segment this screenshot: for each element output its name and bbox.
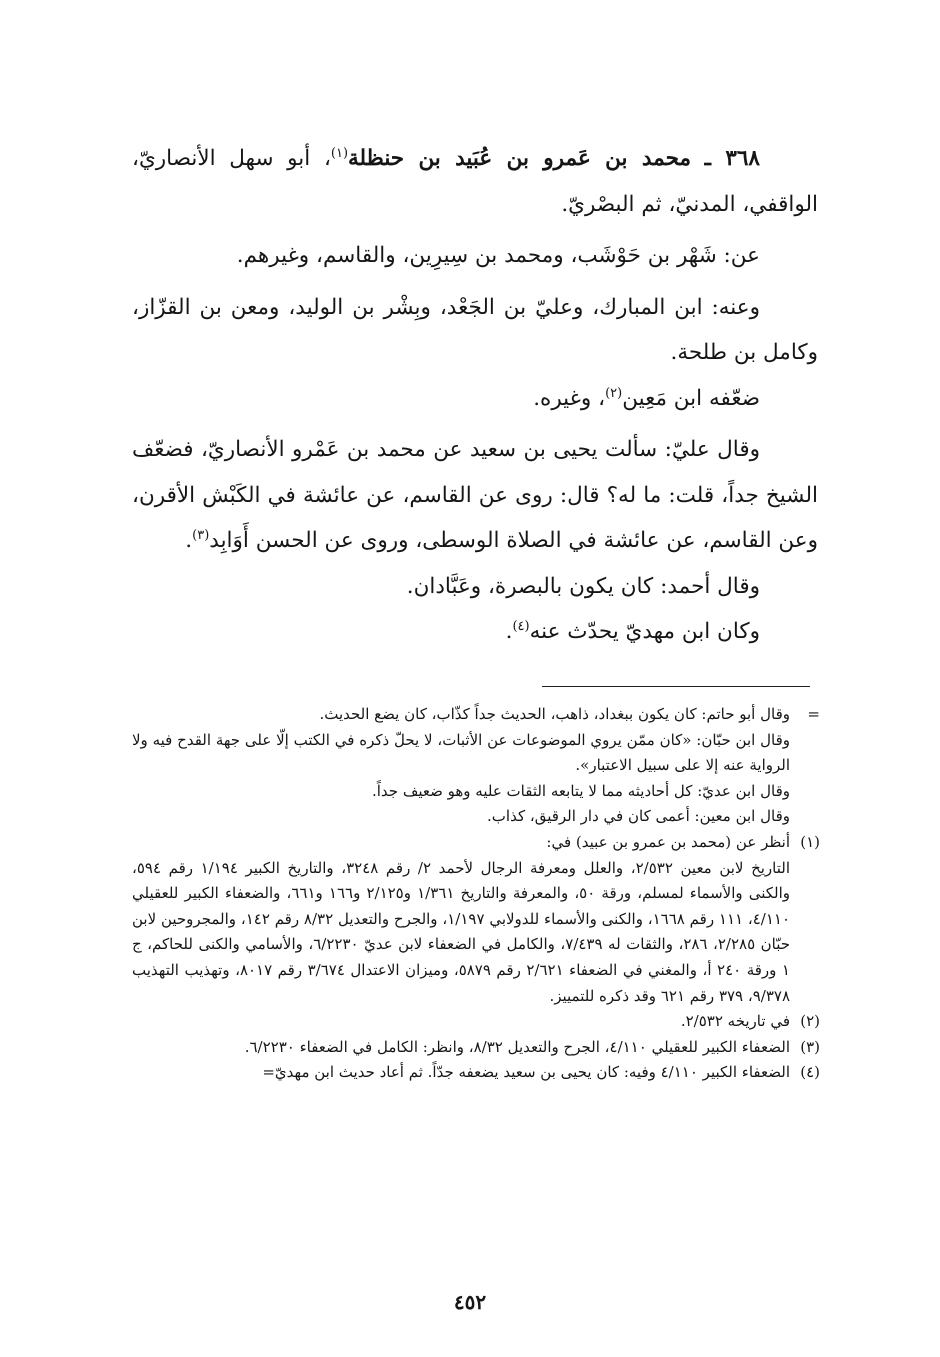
continuation-line: وقال أبو حاتم: كان يكون ببغداد، ذاهب، الحديث جداً كذّاب، كان يضع الحديث.: [319, 705, 790, 723]
continuation-line: وقال ابن عديّ: كل أحاديثه مما لا يتابعه الثقات عليه وهو ضعيف جداً.: [371, 781, 790, 800]
footnote-ref-4: (٤): [512, 618, 530, 634]
entry-body: [132, 136, 818, 655]
ali-quote-end: .: [185, 528, 193, 553]
entry-name-rest: ، أبو سهل الأنصاريّ، الواقفي، المدنيّ، ثم البصْريّ.: [132, 146, 818, 217]
footnote-3: [132, 1035, 820, 1061]
mahdi-text: وكان ابن مهديّ يحدّث عنه: [529, 619, 760, 644]
footnote-separator: [542, 686, 810, 687]
entry-number: ٣٦٨ ـ: [704, 146, 760, 171]
entry-from: عن: شَهْر بن حَوْشَب، ومحمد بن سِيرِين، والقاسم، وغيرهم.: [236, 243, 760, 268]
page-number: ٤٥٢: [453, 1290, 487, 1314]
footnote-text: في تاريخه ٢/٥٣٢.: [680, 1012, 790, 1031]
footnote-sources: التاريخ لابن معين ٢/٥٣٢، والعلل ومعرفة الرجال لأحمد ٢/ رقم ٣٢٤٨، والتاريخ الكبير ١/١٩٤ رقم ٥٩٤، والكنى والأسماء لمسلم، ورقة ٥٠، والمعرفة والتاريخ ١/٣٦١ و٢/١٢٥ و١٦٦ و٦٦١، والضعفاء الكبير للعقيلي ٤/١١٠، ١١١ رقم ١٦٦٨، والكنى والأسماء للدولابي ١/١٩٧، والجرح والتعديل ٨/٣٢ رقم ١٤٢، والمجروحين لابن حبّان ٢/٢٨٥، ٢٨٦، والثقات له ٧/٤٣٩، والكامل في الضعفاء لابن عديّ ٦/٢٢٣٠، والأسامي والكنى للحاكم، ج ١ ورقة ٢٤٠ أ، والمغني في الضعفاء ٢/٦٢١ رقم ٥٨٧٩، وميزان الاعتدال ٣/٦٧٤ رقم ٨٠١٧، وتهذيب التهذيب ٩/٣٧٨، ٣٧٩ رقم ٦٢١ وقد ذكره للتمييز.: [132, 858, 791, 1005]
footnote-text: الضعفاء الكبير ٤/١١٠ وفيه: كان يحيى بن سعيد يضعفه جدّاً. ثم أعاد حديث ابن مهديّ=: [262, 1063, 790, 1082]
footnote-marker: (١): [800, 832, 820, 851]
footnote-text: الضعفاء الكبير للعقيلي ٤/١١٠، الجرح والتعديل ٨/٣٢، وانظر: الكامل في الضعفاء ٦/٢٢٣٠.: [244, 1037, 790, 1056]
footnote-text: أنظر عن (محمد بن عمرو بن عبيد) في:: [546, 832, 790, 851]
entry-weakened: [132, 376, 818, 422]
entry-by: وعنه: ابن المبارك، وعليّ بن الجَعْد، وبِشْر بن الوليد، ومعن بن القزّاز، وكامل بن طلحة.: [132, 294, 818, 365]
mahdi-end: .: [505, 619, 513, 644]
entry-heading: [132, 136, 818, 227]
entry-name: محمد بن عَمرو بن عُبَيد بن حنظلة: [348, 146, 691, 171]
footnote-ref-2: (٢): [605, 385, 623, 401]
weakened-text: ضعّفه ابن مَعِين: [622, 385, 760, 411]
footnote-marker: (٤): [800, 1063, 820, 1082]
entry-mahdi: [132, 609, 818, 655]
continuation-line: وقال ابن معين: أعمى كان في دار الرقيق، كذاب.: [487, 807, 790, 826]
footnote-ref-1: (١): [330, 145, 349, 161]
entry-ahmad: وقال أحمد: كان يكون بالبصرة، وعَبَّادان.: [406, 573, 760, 599]
footnote-continuation: [132, 702, 820, 830]
entry-ali-quote: [132, 427, 818, 564]
footnote-4: [132, 1060, 820, 1086]
weakened-rest: ، وغيره.: [533, 385, 606, 411]
continuation-line: وقال ابن حبّان: «كان ممّن يروي الموضوعات عن الأثبات، لا يحلّ ذكره في الكتب إلّا على جهة القدح فيه ولا الرواية عنه إلا على سبيل الاعتبار».: [132, 730, 790, 775]
footnote-ref-3: (٣): [192, 527, 210, 543]
footnote-marker: (٢): [800, 1012, 820, 1031]
footnote-marker: (٣): [800, 1037, 820, 1056]
footnote-1: [132, 830, 820, 1009]
footnotes: [132, 702, 820, 1086]
footnote-2: [132, 1009, 820, 1035]
continuation-marker: =: [807, 705, 820, 723]
ali-quote-text: وقال عليّ: سألت يحيى بن سعيد عن محمد بن عَمْرو الأنصاريّ، فضعّف الشيخ جداً، قلت: ما له؟ قال: روى عن القاسم، عن عائشة في الكَبْش الأقرن، وعن القاسم، عن عائشة في الصلاة الوسطى، وروى عن الحسن أَوَابِد: [132, 437, 818, 553]
